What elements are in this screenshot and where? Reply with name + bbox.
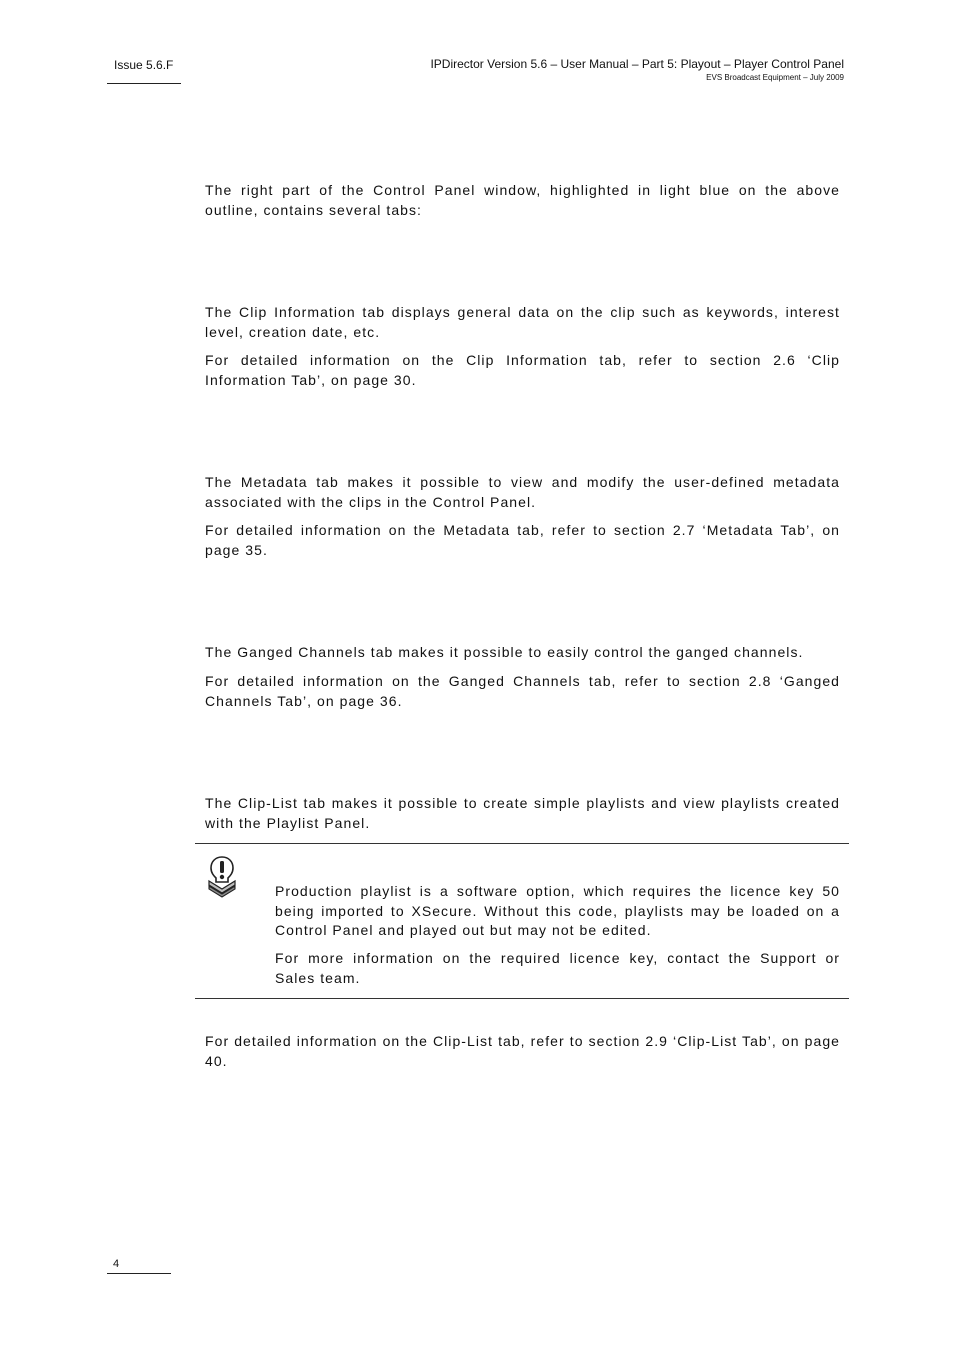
warning-note-icon	[206, 856, 238, 898]
header-left-rule	[107, 83, 181, 84]
ganged-channels-reference: For detailed information on the Ganged Channels tab, refer to section 2.8 ‘Ganged Channels Tab’, on page 36.	[205, 673, 840, 709]
clip-information-reference: For detailed information on the Clip Information tab, refer to section 2.6 ‘Clip Information Tab’, on page 30.	[205, 352, 840, 388]
metadata-reference: For detailed information on the Metadata tab, refer to section 2.7 ‘Metadata Tab’, on page 35.	[205, 522, 840, 558]
running-header	[430, 57, 844, 82]
note-bottom-rule	[195, 998, 849, 999]
ganged-channels-description: The Ganged Channels tab makes it possible to easily control the ganged channels.	[205, 644, 804, 660]
intro-paragraph: The right part of the Control Panel window, highlighted in light blue on the above outline, contains several tabs:	[205, 182, 840, 218]
note-top-rule	[195, 843, 849, 844]
document-title: IPDirector Version 5.6 – User Manual – Part 5: Playout – Player Control Panel	[430, 57, 844, 71]
page-number: 4	[113, 1258, 120, 1270]
issue-label: Issue 5.6.F	[114, 58, 174, 72]
footer-rule	[107, 1273, 171, 1274]
clip-information-description: The Clip Information tab displays general data on the clip such as keywords, interest level, creation date, etc.	[205, 304, 840, 340]
metadata-description: The Metadata tab makes it possible to view and modify the user-defined metadata associated with the clips in the Control Panel.	[205, 474, 840, 510]
note-text-licence: Production playlist is a software option, which requires the licence key 50 being imported to XSecure. Without this code, playlists may be loaded on a Control Panel and played out but may not be edited.	[275, 883, 840, 938]
note-text-support: For more information on the required licence key, contact the Support or Sales team.	[275, 950, 840, 986]
clip-list-description: The Clip-List tab makes it possible to create simple playlists and view playlists created with the Playlist Panel.	[205, 795, 840, 831]
clip-list-reference: For detailed information on the Clip-List tab, refer to section 2.9 ‘Clip-List Tab’, on page 40.	[205, 1033, 840, 1069]
publisher-date: EVS Broadcast Equipment – July 2009	[706, 73, 844, 82]
